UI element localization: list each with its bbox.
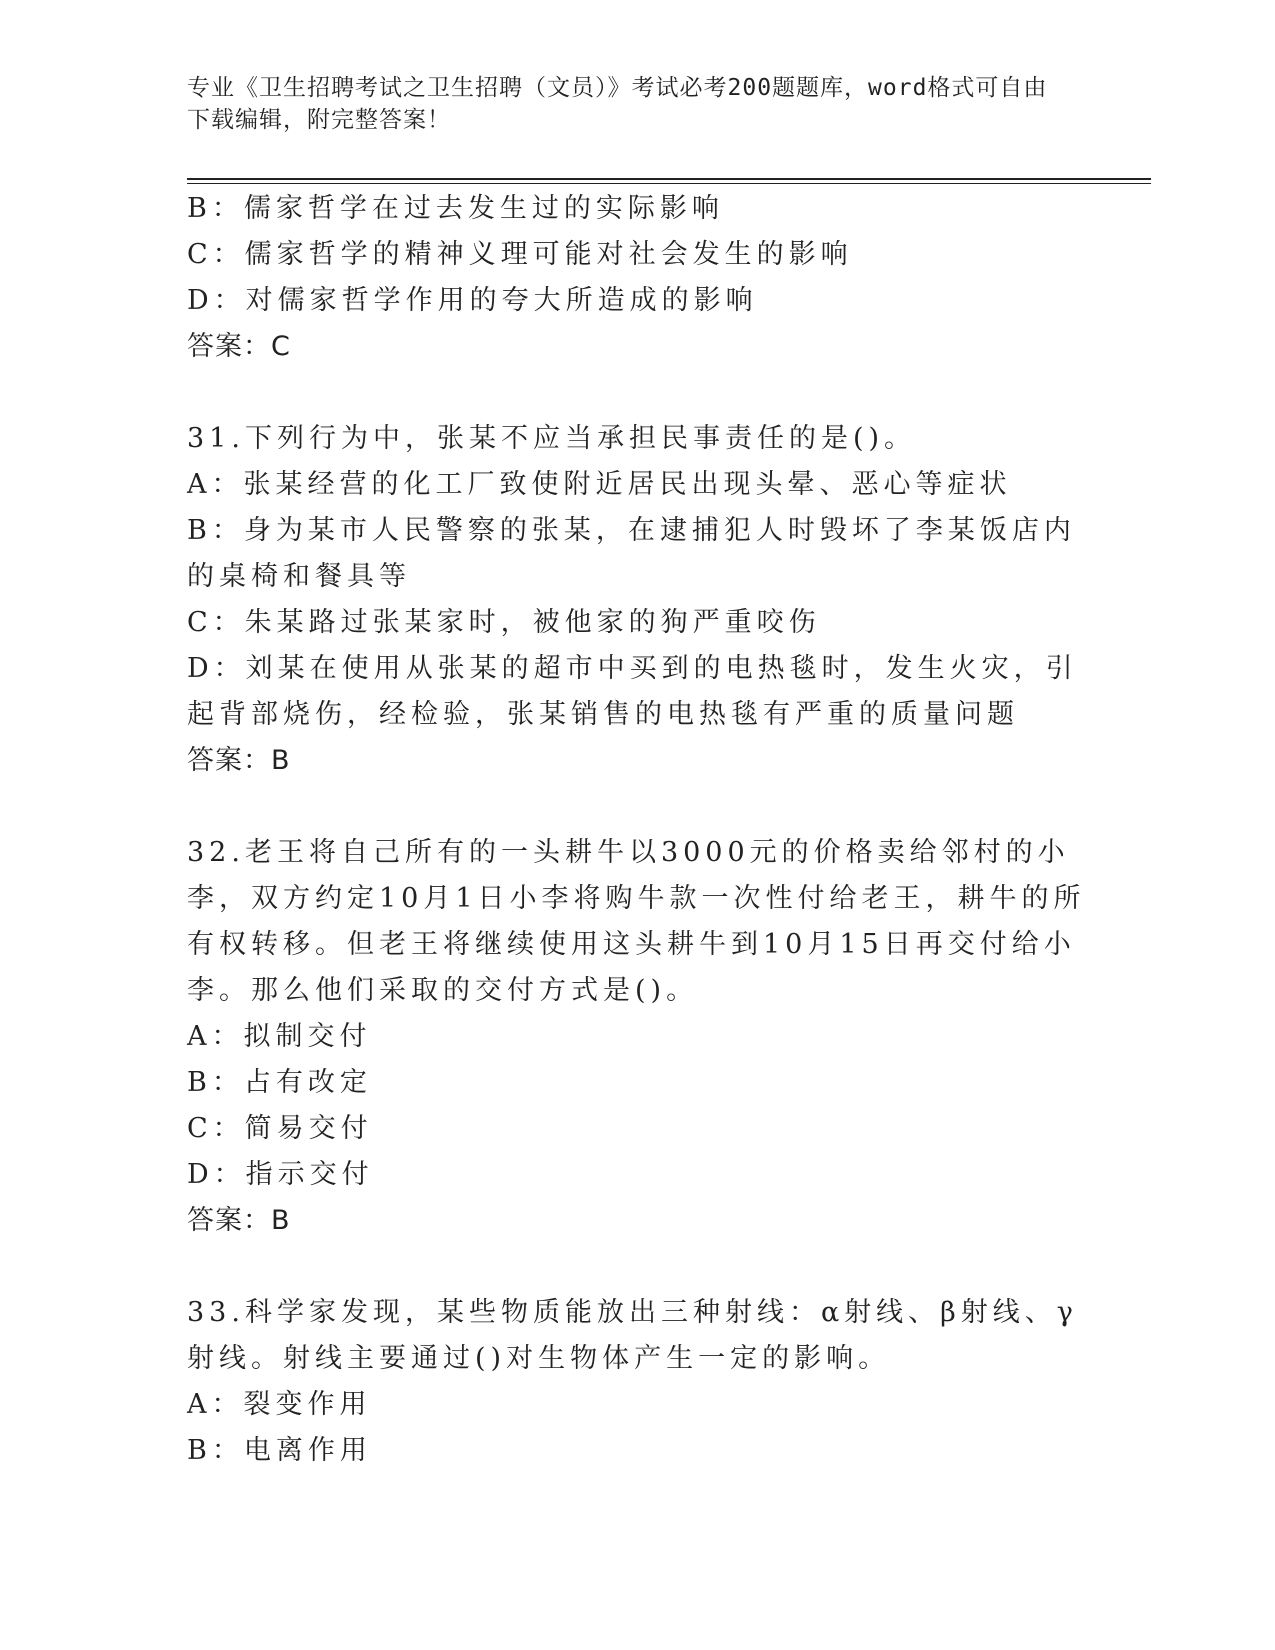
option-a: A：裂变作用 [187,1389,372,1420]
answer-line: 答案：C [187,331,291,362]
option-c: C：朱某路过张某家时，被他家的狗严重咬伤 [187,607,821,638]
document-header [187,72,1067,136]
question-block-30 [187,186,1087,370]
question-text: 31.下列行为中，张某不应当承担民事责任的是()。 [187,423,917,454]
answer-line: 答案：B [187,745,291,776]
option-c: C：简易交付 [187,1113,373,1144]
option-a: A：张某经营的化工厂致使附近居民出现头晕、恶心等症状 [187,469,1012,500]
question-block-33 [187,1290,1087,1474]
option-d: D：指示交付 [187,1159,374,1190]
option-b: B：电离作用 [187,1435,372,1466]
header-rule-thin [187,183,1151,184]
header-rule-thick [187,178,1151,180]
option-d: D：刘某在使用从张某的超市中买到的电热毯时，发生火灾，引起背部烧伤，经检验，张某销售的电热毯有严重的质量问题 [187,653,1078,730]
question-block-32 [187,830,1087,1244]
header-title: 专业《卫生招聘考试之卫生招聘（文员）》考试必考200题题库，word格式可自由下载编辑，附完整答案！ [187,75,1048,133]
block-spacer [187,784,1087,830]
question-list [187,186,1087,1474]
question-text: 33.科学家发现，某些物质能放出三种射线：α射线、β射线、γ射线。射线主要通过()对生物体产生一定的影响。 [187,1297,1078,1374]
option-b: B：占有改定 [187,1067,372,1098]
option-c: C：儒家哲学的精神义理可能对社会发生的影响 [187,239,853,270]
block-spacer [187,370,1087,416]
option-b: B：身为某市人民警察的张某，在逮捕犯人时毁坏了李某饭店内的桌椅和餐具等 [187,515,1076,592]
option-d: D：对儒家哲学作用的夸大所造成的影响 [187,285,758,316]
block-spacer [187,1244,1087,1290]
answer-line: 答案：B [187,1205,291,1236]
question-text: 32.老王将自己所有的一头耕牛以3000元的价格卖给邻村的小李，双方约定10月1日小李将购牛款一次性付给老王，耕牛的所有权转移。但老王将继续使用这头耕牛到10月15日再交付给小李。那么他们采取的交付方式是()。 [187,837,1086,1006]
option-b: B：儒家哲学在过去发生过的实际影响 [187,193,724,224]
question-block-31 [187,416,1087,784]
option-a: A：拟制交付 [187,1021,372,1052]
